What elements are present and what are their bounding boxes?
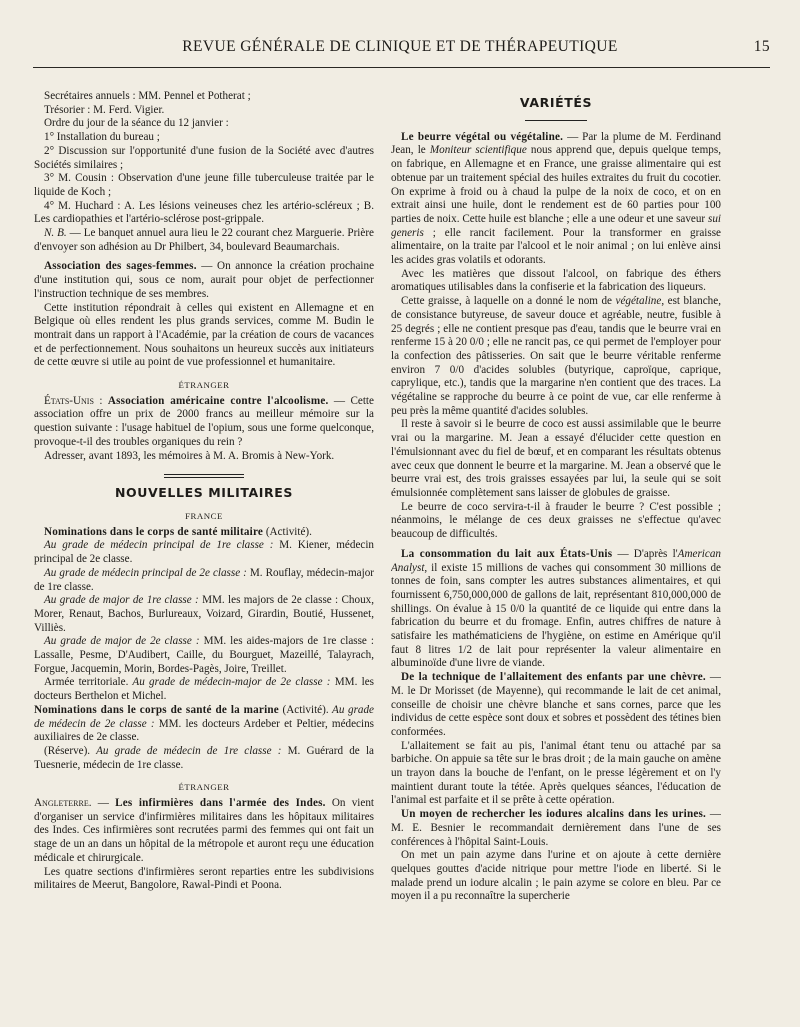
alcoholism-heading: Association américaine contre l'alcoolisme. xyxy=(107,394,329,407)
nurses-text: On vient d'organiser un service d'infirmières militaires dans les hôpitaux militaires des Indes. Ces infirmières sont recrutées parmi des femmes qui ont fait un stage de un an dans un hôpital de la métropole et auront reçu une éducation médicale et chirurgicale. xyxy=(34,797,374,864)
butter-text: nous apprend que, depuis quelque temps, on fabrique, en Allemagne et en France, une graisse alimentaire qui est obtenue par un traitement spécial des huiles extraites du fruit du cocotier. On exprime à froid ou à chaud la pulpe de la noix de coco, et on en extrait ainsi une huile, dont le rendement est de 60 parties pour 100 parties de noix. Cette huile est blanche ; elle a une odeur et une saveur xyxy=(391,144,721,225)
foreign-label: ÉTRANGER xyxy=(178,380,230,391)
marine-heading: Nominations dans le corps de santé de la marine xyxy=(34,703,279,716)
midwives-text: — On annonce la création prochaine d'une institution qui, sous ce nom, aurait pour objet de perfectionner l'instruction technique de ses membres. xyxy=(34,260,374,300)
butter-text: — Par la plume de M. Ferdinand Jean, le xyxy=(391,130,721,157)
grade-label: Au grade de médecin de 2e classe : xyxy=(34,703,374,730)
nomination-paragraph xyxy=(34,539,374,566)
iodides-paragraph-2: On met un pain azyme dans l'urine et on ajoute à cette dernière quelques gouttes d'acide nitrique pour mettre l'iode en liberté. Si le malade prend un iodure alcalin ; le pain azyme se colore en bleu. Par ce moyen il a pu reconnaître la supercherie xyxy=(391,849,721,903)
alcoholism-paragraph xyxy=(34,395,374,450)
iodides-paragraph xyxy=(391,808,721,849)
nursing-text: — M. le Dr Morisset (de Mayenne), qui recommande le lait de cet animal, conseille de choisir une chèvre blanche et sans cornes, parce que les individus de cette espèce sont doux et sobres et possèdent des tétines bien conformées. xyxy=(391,671,721,738)
agenda-item: 3° M. Cousin : Observation d'une jeune fille tuberculeuse traitée par le liquide de Koch ; xyxy=(34,172,374,198)
france-label: FRANCE xyxy=(185,510,223,521)
butter-text: , est blanche, de consistance butyreuse, de saveur douce et agréable, neutre, fusible à 25 degrés ; elle ne contient presque pas d'eau, tandis que le beurre vrai en renferme 15 à 20 0/0 ; elle ne rancit pas, ce qui permet de l'employer pour la confection des pâtisseries. On sait que le beurre véritable renferme environ 7 0/0 d'acides solubles (butyrique, caproïque, caprique, caprylique, etc.), tandis que la margarine n'en contient que des traces. La végétaline se rapproche du beurre à ce point de vue, car elle renferme à peu près la même quantité d'acides solubles. xyxy=(391,295,721,417)
midwives-paragraph-2: Cette institution répondrait à celles qui existent en Allemagne et en Belgique où elles rendent les plus grands services, comme M. Budin le montrait dans un rapport à l'Académie, par la création de cours de vacances et de perfectionnement. Nous souhaitons un heureux succès aux initiateurs de cette œuvre si utile au point de vue professionnel et humanitaire. xyxy=(34,301,374,369)
agenda-title: Ordre du jour de la séance du 12 janvier : xyxy=(44,117,229,130)
page-number: 15 xyxy=(753,38,770,55)
nurses-paragraph-2: Les quatre sections d'infirmières seront reparties entre les subdivisions militaires de Meerut, Bangolore, Rawal-Pindi et Poona. xyxy=(34,865,374,892)
butter-heading: Le beurre végétal ou végétaline. xyxy=(401,130,564,143)
nursing-paragraph-2: L'allaitement se fait au pis, l'animal étant tenu ou attaché par sa barbiche. On appuie sa tête sur le bras droit ; de la main gauche on amène un trayon dans la bouche de l'enfant, on le presse légèrement et on l'y maintient durant toute la tétée. Après quelques séances, l'éducation de l'animal est parfaite et il se prête à cette opération. xyxy=(391,739,721,807)
military-heading: Nominations dans le corps de santé militaire xyxy=(44,525,264,538)
midwives-paragraph xyxy=(34,260,374,301)
milk-text: — D'après l' xyxy=(612,547,678,560)
iodides-heading: Un moyen de rechercher les iodures alcalins dans les urines. xyxy=(401,808,707,821)
nb-paragraph xyxy=(34,227,374,254)
grade-label: Au grade de major de 2e classe : xyxy=(44,635,200,648)
reserve-paragraph xyxy=(34,745,374,772)
varietes-section-title: VARIÉTÉS xyxy=(519,95,593,110)
latin-term: sui generis xyxy=(391,212,721,239)
butter-paragraph-3 xyxy=(391,295,721,418)
grade-label: Au grade de médecin-major de 2e classe : xyxy=(128,676,331,689)
alcoholism-paragraph-2: Adresser, avant 1893, les mémoires à M. A. Bromis à New-York. xyxy=(44,449,335,462)
butter-paragraph xyxy=(391,131,721,268)
nomination-text: M. Kiener, médecin principal de 2e classe. xyxy=(34,539,374,566)
nomination-text: M. Rouflay, médecin-major de 1re classe. xyxy=(34,566,374,593)
butter-paragraph-5: Le beurre de coco servira-t-il à frauder le beurre ? C'est possible ; néanmoins, le mélange de ces deux graisses ne s'effectue qu'avec beaucoup de difficultés. xyxy=(391,500,721,541)
iodides-text: — M. E. Besnier le recommandait dernièrement dans l'une de ses conférences à l'hôpital Saint-Louis. xyxy=(391,808,721,848)
nomination-text: MM. les majors de 2e classe : Choux, Morer, Renaut, Bachos, Burlureaux, Voizard, Girardin, Boutié, Hussenet, Villiès. xyxy=(34,594,374,634)
military-heading-paragraph xyxy=(34,526,374,540)
midwives-heading: Association des sages-femmes. xyxy=(44,260,197,273)
nomination-paragraph xyxy=(34,567,374,594)
agenda-item: 1° Installation du bureau ; xyxy=(44,131,160,144)
milk-text: , il existe 15 millions de vaches qui consomment 30 millions de tonnes de foin, sans compter les autres substances alimentaires, et qui fournissent 6,750,000,000 de gallons de lait, représentant 810,000,000 de shillings. On évalue à 15 0/0 la quantité de ce liquide qui entre dans la fabrication du beurre et du fromage. Enfin, autres chiffres de nature à satisfaire les mathématiciens de l'hygiène, on estime en Amérique qu'il faut 8 litres 1/2 de lait pour représenter la valeur alimentaire en albuminoïde d'une livre de viande. xyxy=(391,561,721,670)
nomination-text: MM. les aides-majors de 1re classe : Lassalle, Pesme, D'Audibert, Caille, du Bourguet, Mazeillé, Talayrach, Forgue, Jacquemin, Morin, Bordes-Pagès, Joire, Treillet. xyxy=(34,635,374,675)
reserve-label: (Réserve). xyxy=(44,744,91,757)
nursing-heading: De la technique de l'allaitement des enfants par une chèvre. xyxy=(401,671,706,684)
reserve-text: M. Guérard de la Tuesnerie, médecin de 1re classe. xyxy=(34,744,374,771)
milk-heading: La consommation du lait aux États-Unis xyxy=(401,547,613,560)
nb-label: N. B. xyxy=(44,227,67,240)
alcoholism-text: — Cette association offre un prix de 2000 francs au meilleur mémoire sur la question suivante : l'usage habituel de l'opium, sous une forme quelconque, provoque-t-il des troubles organiques du rein ? xyxy=(34,394,374,448)
grade-label: Au grade de médecin principal de 2e classe : xyxy=(44,566,247,579)
journal-title: REVUE GÉNÉRALE DE CLINIQUE ET DE THÉRAPEUTIQUE xyxy=(182,38,618,55)
grade-label: Au grade de médecin principal de 1re classe : xyxy=(44,539,274,552)
agenda-item: 2° Discussion sur l'opportunité d'une fusion de la Société avec d'autres Sociétés similaires ; xyxy=(34,144,374,171)
marine-paragraph xyxy=(34,704,374,745)
product-name: végétaline xyxy=(615,295,662,308)
journal-name: American Analyst xyxy=(391,547,721,574)
butter-paragraph-4: Il reste à savoir si le beurre de coco est aussi assimilable que le beurre vrai ou la margarine. M. Jean a essayé d'élucider cette question en l'émulsionnant avec du fiel de bœuf, et en comparant les résultats obtenus avec ceux que donnent le beurre et la margarine. M. Jean a observé que le beurre vrai est, des trois graisses essayées par lui, la seule qui se soit émulsionnée complètement sans laisser de globules de graisse. xyxy=(391,418,721,499)
nurses-heading: Les infirmières dans l'armée des Indes. xyxy=(115,797,326,810)
nomination-paragraph xyxy=(34,635,374,676)
journal-name: Moniteur scientifique xyxy=(429,144,527,157)
nurses-paragraph: Angleterre. — Les infirmières dans l'armée des Indes. On vient d'organiser un service d'infirmières militaires dans les hôpitaux militaires des Indes. Ces infirmières sont recrutées parmi des femmes qui ont fait un stage de un an dans un hôpital de la métropole et auront reçu une éducation médicale et chirurgicale. xyxy=(34,797,374,864)
right-column xyxy=(391,90,721,1020)
territorial-label: Armée territoriale. xyxy=(44,676,129,689)
grade-label: Au grade de médecin de 1re classe : xyxy=(90,744,282,757)
section-rule xyxy=(525,120,587,121)
left-column xyxy=(34,90,374,1020)
society-line: Trésorier : M. Ferd. Vigier. xyxy=(44,103,165,116)
nomination-text: MM. les docteurs Berthelon et Michel. xyxy=(34,676,374,703)
nomination-paragraph xyxy=(34,594,374,635)
butter-text: ; elle rancit facilement. Pour la transformer en graisse alimentaire, on la traite par l'alcool et le noir animal ; on lui enlève ainsi les acides gras volatils et odorants. xyxy=(391,226,721,267)
marine-activity: (Activité). xyxy=(278,703,329,716)
section-divider xyxy=(164,474,244,478)
foreign-label: ÉTRANGER xyxy=(178,782,230,793)
running-head xyxy=(30,38,770,60)
nb-text: — Le banquet annuel aura lieu le 22 courant chez Marguerie. Prière d'envoyer son adhésion au Dr Philbert, 34, boulevard Beaumarchais. xyxy=(34,227,374,253)
nomination-paragraph xyxy=(34,676,374,703)
country-name: États-Unis : xyxy=(44,394,103,407)
butter-text: Cette graisse, à laquelle on a donné le nom de xyxy=(401,295,616,308)
milk-paragraph xyxy=(391,548,721,671)
military-section-title: NOUVELLES MILITAIRES xyxy=(114,485,294,501)
butter-paragraph-2: Avec les matières que dissout l'alcool, on fabrique des éthers aromatiques utilisables dans la confiserie et la fabrication des liqueurs. xyxy=(391,267,721,294)
nursing-paragraph xyxy=(391,671,721,740)
society-line: Secrétaires annuels : MM. Pennel et Potherat ; xyxy=(44,90,251,102)
marine-text: MM. les docteurs Ardeber et Peltier, médecins auxiliaires de 2e classe. xyxy=(34,717,374,744)
grade-label: Au grade de major de 1re classe : xyxy=(44,594,199,607)
military-heading-suffix: (Activité). xyxy=(263,525,312,538)
agenda-item: 4° M. Huchard : A. Les lésions veineuses chez les artério-scléreux ; B. Les cardiopathies et l'artério-sclérose post-grippale. xyxy=(34,199,374,226)
country-name: Angleterre. xyxy=(34,797,92,810)
header-rule xyxy=(33,67,770,68)
